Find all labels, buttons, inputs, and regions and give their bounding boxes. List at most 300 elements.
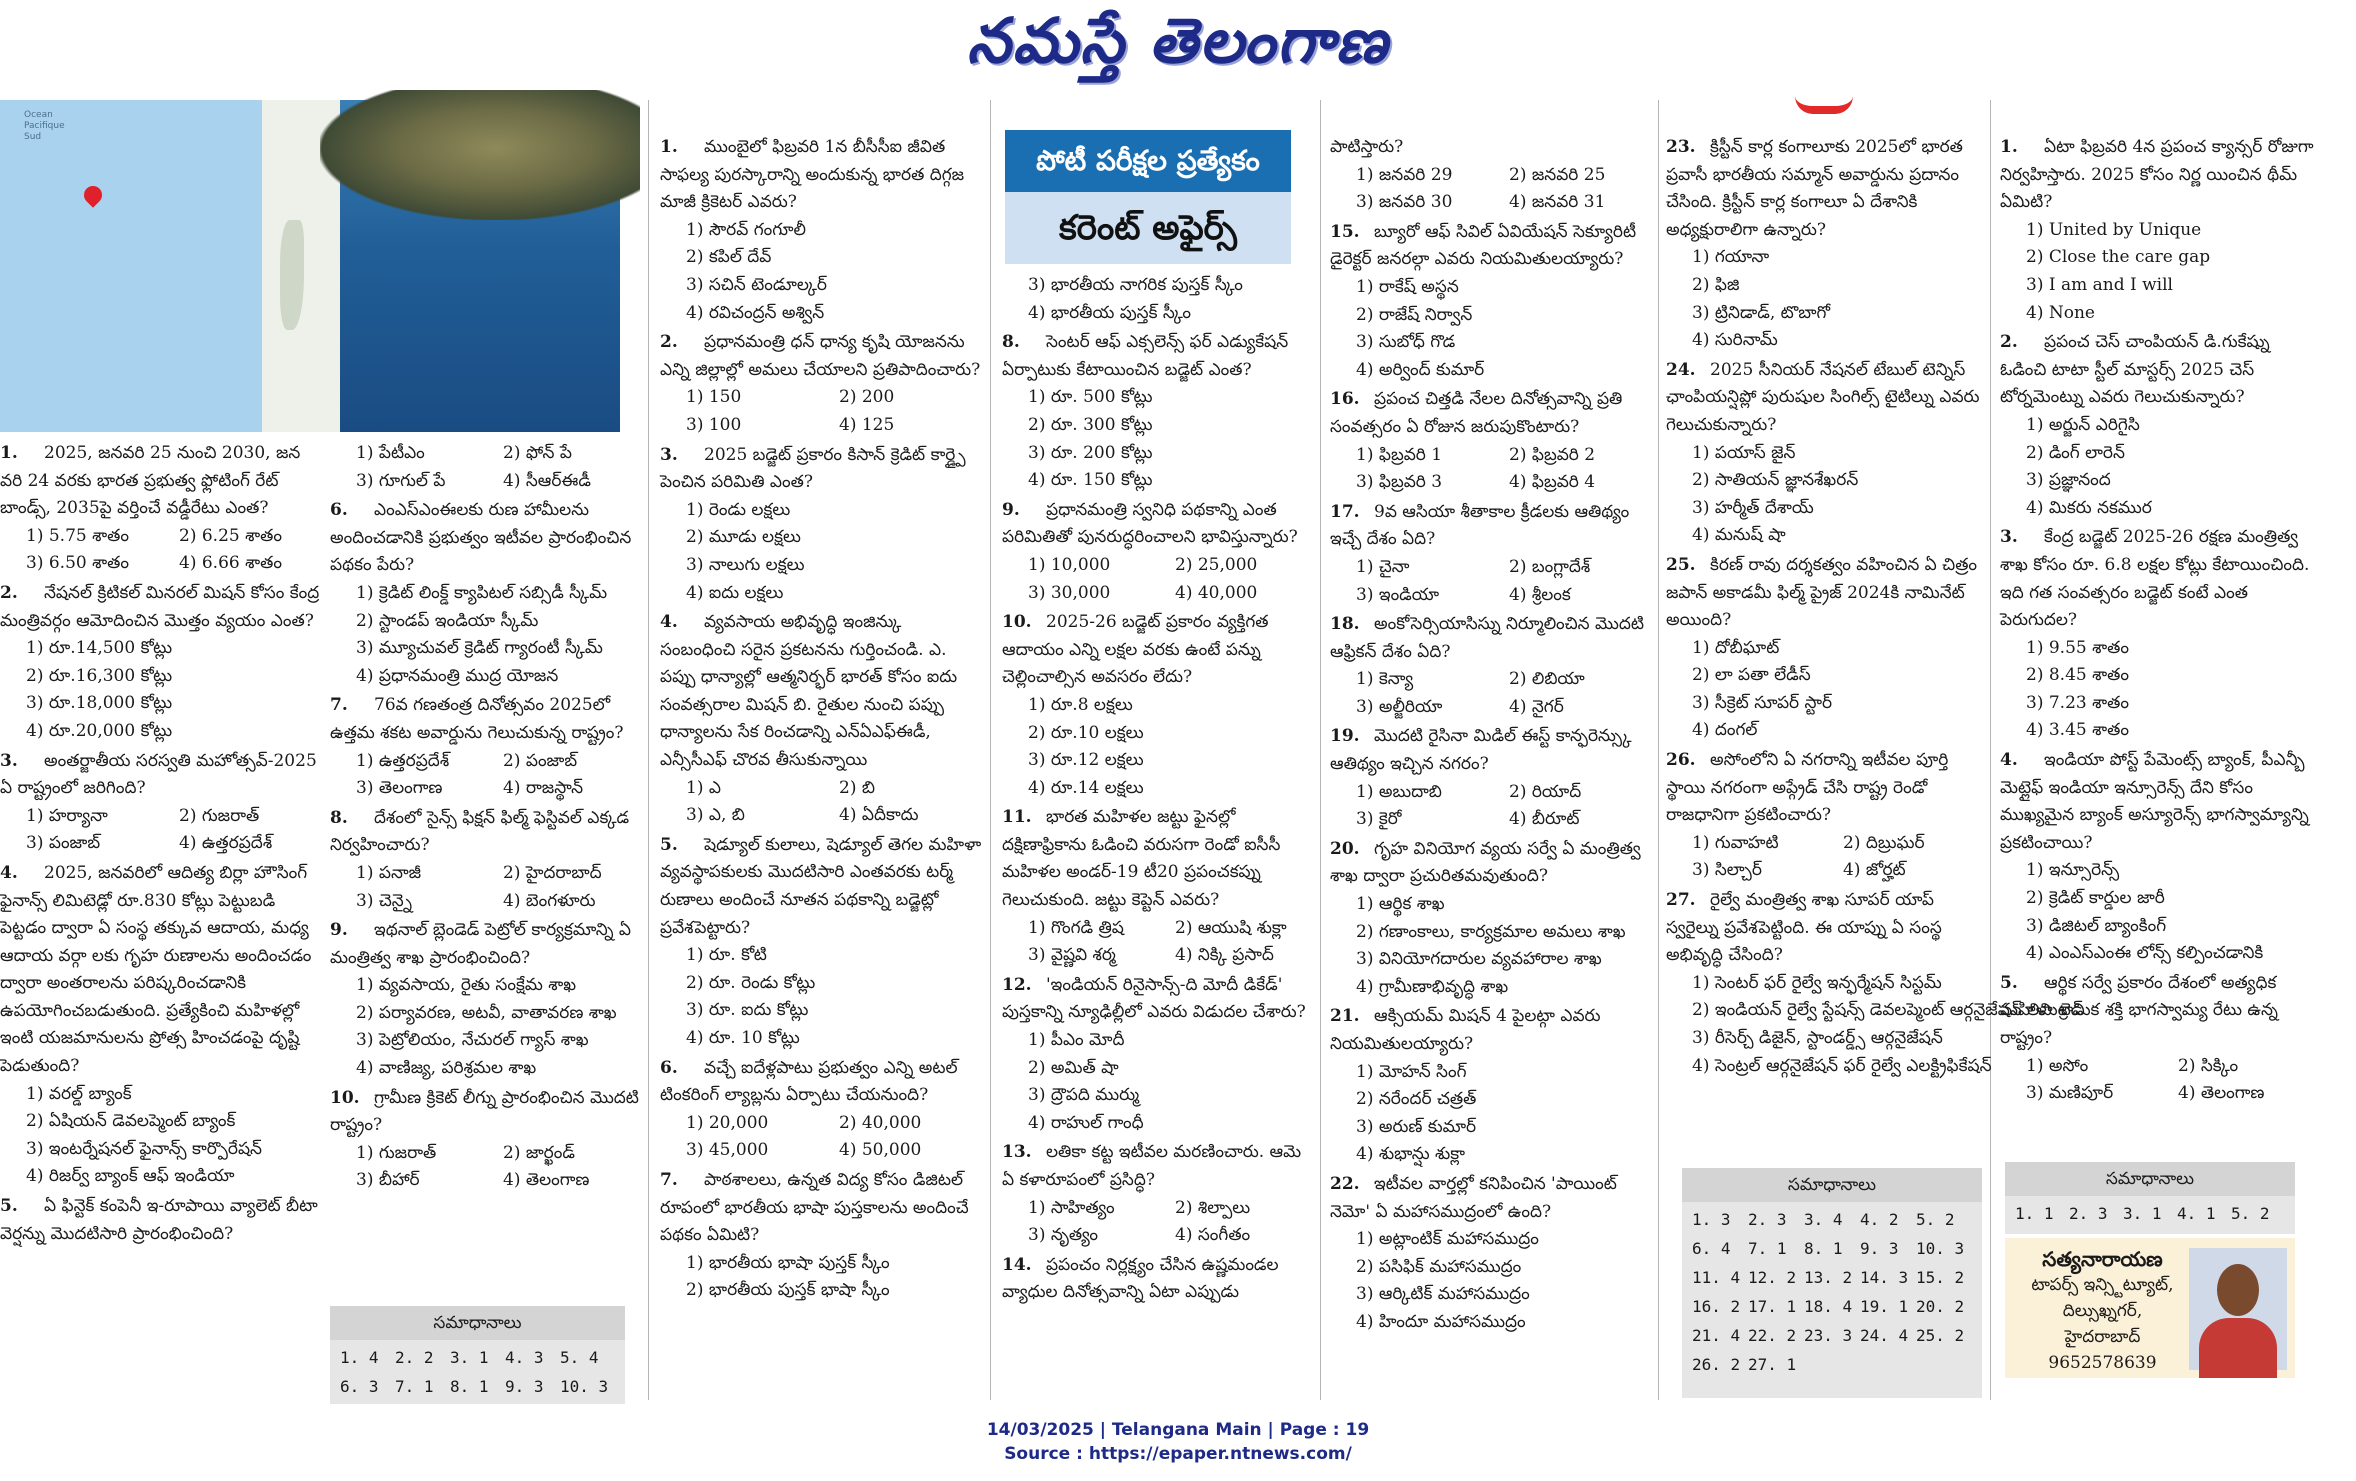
question-text [660, 1167, 982, 1250]
option-list [1002, 692, 1312, 802]
option-item: 2) శిల్పాలు [1175, 1197, 1251, 1218]
question-text [1666, 134, 1984, 244]
author-box [2005, 1238, 2295, 1378]
question-body: నేషనల్ క్రిటికల్ మినరల్ మిషన్ కోసం కేంద్ర మంత్రివర్గం ఆమోదించిన మొత్తం వ్యయం ఎంత? [0, 582, 320, 631]
question-item [2000, 524, 2320, 745]
answer-item: 4. 3 [505, 1348, 544, 1367]
question-text [1002, 972, 1312, 1027]
option-item: 4) 125 [839, 414, 895, 435]
question-text [0, 860, 322, 1081]
option-item: 1) రూ. కోటి [686, 945, 767, 966]
option-item: 1) ఇన్సూరెన్స్ [2026, 860, 2120, 881]
option-item: 2) రూ.16,300 కోట్లు [26, 665, 173, 686]
option-item: 1) పనాజీ [356, 862, 422, 883]
question-number: 1. [660, 137, 678, 157]
question-text [0, 1193, 322, 1248]
question-number: 6. [660, 1057, 678, 1078]
answer-item: 1. 1 [2015, 1204, 2054, 1223]
option-item: 4) సీఆర్ఈడీ [503, 470, 591, 491]
option-item: 4) రవిచంద్రన్ అశ్విన్ [686, 302, 825, 323]
option-item: 4) జనవరి 31 [1509, 192, 1606, 213]
answer-item: 12. 2 [1748, 1268, 1797, 1287]
option-item: 2) బి [839, 777, 875, 798]
option-item: 1) 20,000 [686, 1112, 769, 1133]
answers-box-2 [1682, 1168, 1982, 1398]
question-text [2000, 134, 2320, 217]
answers-box-1 [330, 1306, 625, 1404]
question-text [660, 609, 982, 775]
question-number: 7. [330, 695, 348, 716]
question-number: 22. [1330, 1173, 1360, 1194]
option-item: 1) మోహన్ సింగ్ [1356, 1061, 1467, 1082]
option-list [1002, 272, 1312, 327]
question-text [1002, 497, 1312, 552]
option-item: 4) రూ. 150 కోట్లు [1028, 470, 1153, 491]
option-list [1002, 552, 1312, 607]
answer-item: 4. 2 [1860, 1210, 1899, 1229]
option-item: 4) 50,000 [839, 1140, 922, 1161]
option-item: 3) పంజాబ్ [26, 833, 101, 854]
answer-item: 19. 1 [1860, 1297, 1909, 1316]
question-item [1666, 134, 1984, 355]
option-item: 3) రూ.18,000 కోట్లు [26, 693, 173, 714]
question-text [1002, 329, 1312, 384]
answer-item: 27. 1 [1748, 1355, 1797, 1374]
question-item [330, 440, 640, 495]
question-number: 27. [1666, 890, 1696, 911]
question-body: ప్రపంచ చెస్ చాంపియన్ డి.గుకేష్ను ఓడించి టాటా స్టీల్ మాస్టర్స్ 2025 చెస్ టోర్నమెంట్ను ఎవరు గెలుచుకున్నారు? [2000, 332, 2270, 408]
option-item: 3) రూ. 200 కోట్లు [1028, 442, 1153, 463]
option-item: 2) కపిల్ దేవ్ [686, 247, 772, 268]
question-body: 2025-26 బడ్జెట్ ప్రకారం వ్యక్తిగత ఆదాయం ఎన్ని లక్షల వరకు ఉంటే పన్ను చెల్లించాల్సిన అవసరం లేదు? [1002, 612, 1269, 688]
question-text [1666, 747, 1984, 830]
question-body: ఏటా ఫిబ్రవరి 4న ప్రపంచ క్యాన్సర్ రోజుగా నిర్వహిస్తారు. 2025 కోసం నిర్ణ యించిన థీమ్ ఏమిటి? [2000, 137, 2314, 213]
column-divider [648, 100, 649, 1400]
author-photo-body [2199, 1318, 2277, 1378]
question-number: 15. [1330, 221, 1360, 242]
option-item: 1) రూ.8 లక్షలు [1028, 694, 1133, 715]
option-list [1330, 779, 1652, 834]
question-text [1330, 134, 1652, 162]
answer-item: 4. 1 [2177, 1204, 2216, 1223]
question-number: 18. [1330, 614, 1360, 635]
column-divider [990, 100, 991, 1400]
option-item: 1) రాకేష్ అస్థన [1356, 276, 1459, 297]
option-list [2000, 217, 2320, 327]
column-5 [1330, 134, 1652, 1404]
option-item: 3) వైష్ణవి శర్మ [1028, 945, 1116, 966]
author-photo-head [2217, 1264, 2259, 1316]
question-number: 1. [2000, 137, 2018, 157]
masthead [0, 0, 2356, 90]
question-text [660, 442, 982, 497]
question-item [660, 329, 982, 439]
question-item [1666, 552, 1984, 745]
question-body: ఎంఎస్ఎంఈలకు రుణ హామీలను అందించడానికి ప్రభుత్వం ఇటీవల ప్రారంభించిన పథకం పేరు? [330, 500, 632, 576]
question-number: 9. [1002, 499, 1020, 520]
question-body: ఇండియా పోస్ట్ పేమెంట్స్ బ్యాంక్, పీఎన్బీ మెట్లైఫ్ ఇండియా ఇన్సూరెన్స్ దేని కోసం ముఖ్యమైన బ్యాంక్ అస్యూరెన్స్ భాగస్వామ్యాన్ని ప్రకటించాయి? [2000, 750, 2309, 853]
option-list [1330, 1226, 1652, 1336]
column-3 [660, 134, 982, 1404]
question-body: పాటిస్తారు? [1330, 137, 1404, 157]
option-item: 2) పసిఫిక్ మహాసముద్రం [1356, 1256, 1522, 1277]
question-text [1330, 836, 1652, 891]
question-body: 'ఇండియన్ రినైసాన్స్-ది మోదీ డికేడ్' పుస్తకాన్ని న్యూఢిల్లీలో ఎవరు విడుదల చేశారు? [1002, 974, 1306, 1023]
question-number: 17. [1330, 501, 1360, 522]
option-list [330, 1140, 640, 1195]
question-item [1330, 611, 1652, 721]
option-item: 1) 9.55 శాతం [2026, 637, 2129, 658]
question-number: 21. [1330, 1006, 1360, 1027]
option-item: 3) సిల్చార్ [1692, 860, 1762, 881]
option-item: 2) ఆయుషి శుక్లా [1175, 917, 1287, 938]
option-list [660, 775, 982, 830]
answer-item: 3. 1 [2123, 1204, 2162, 1223]
option-item: 1) గువాహటి [1692, 832, 1779, 853]
option-item: 2) పంజాబ్ [503, 750, 578, 771]
option-item: 4) బీరూట్ [1509, 809, 1580, 830]
answer-item: 5. 2 [1916, 1210, 1955, 1229]
option-item: 3) ఫిబ్రవరి 3 [1356, 472, 1443, 493]
question-body: 2025, జనవరిలో ఆదిత్య బిర్లా హౌసింగ్ ఫైనాన్స్ లిమిటెడ్లో రూ.830 కోట్లు పెట్టుబడి పెట్టడం ద్వారా ఏ సంస్థ తక్కువ ఆదాయ, మధ్య ఆదాయ వర్గా లకు గృహ రుణాలను అందించడం ద్వారా అంతరాలను పరిష్కరించడానికి ఉపయోగించబడుతుంది. ప్రత్యేకించి మహిళల్లో ఇంటి యజమానులను ప్రోత్స హించడంపై దృష్టి పెడుతుంది? [0, 862, 312, 1077]
option-item: 4) రాహుల్ గాంధీ [1028, 1112, 1144, 1133]
question-text [1330, 219, 1652, 274]
option-item: 3) నృత్యం [1028, 1225, 1098, 1246]
option-item: 2) 40,000 [839, 1112, 922, 1133]
answer-item: 26. 2 [1692, 1355, 1741, 1374]
question-item [2000, 970, 2320, 1108]
option-list [1002, 1195, 1312, 1250]
question-body: బ్యూరో ఆఫ్ సివిల్ ఏవియేషన్ సెక్యూరిటీ డైరెక్టర్ జనరల్గా ఎవరు నియమితులయ్యారు? [1330, 221, 1637, 270]
option-list [0, 803, 322, 858]
option-item: 2) రూ. రెండు కోట్లు [686, 972, 816, 993]
option-item: 1) పీఎం మోదీ [1028, 1030, 1125, 1051]
answers-title: సమాధానాలు [1682, 1168, 1982, 1202]
question-number: 6. [330, 500, 348, 521]
option-list [1002, 915, 1312, 970]
option-list [1666, 830, 1984, 885]
option-item: 1) గొంగడి త్రిష [1028, 917, 1124, 938]
question-text [1666, 552, 1984, 635]
question-text [330, 805, 640, 860]
answers-box-3 [2005, 1162, 2295, 1234]
question-number: 4. [0, 862, 18, 883]
map-label: Ocean Pacifique Sud [24, 110, 65, 142]
option-item: 4) జోర్హట్ [1843, 860, 1906, 881]
option-list [330, 748, 640, 803]
option-item: 2) ఏషియన్ డెవలప్మెంట్ బ్యాంక్ [26, 1111, 236, 1132]
option-item: 4) 3.45 శాతం [2026, 720, 2129, 741]
question-item [330, 497, 640, 690]
answers-grid [330, 1340, 625, 1404]
option-item: 4) సెంట్రల్ ఆర్గనైజేషన్ ఫర్ రైల్వే ఎలక్ట్రిఫికేషన్ [1692, 1055, 1992, 1076]
answer-item: 24. 4 [1860, 1326, 1909, 1345]
option-item: 1) రూ. 500 కోట్లు [1028, 387, 1153, 408]
option-item: 2) రియాద్ [1509, 781, 1582, 802]
question-item [1330, 499, 1652, 609]
question-body: వచ్చే ఐదేళ్లపాటు ప్రభుత్వం ఎన్ని అటల్ టింకరింగ్ ల్యాబ్లను ఏర్పాటు చేయనుంది? [660, 1057, 958, 1106]
option-item: 2) సిక్కిం [2178, 1055, 2239, 1076]
answer-item: 7. 1 [1748, 1239, 1787, 1258]
option-list [2000, 857, 2320, 967]
option-item: 2) స్టాండప్ ఇండియా స్కీమ్ [356, 610, 539, 631]
option-item: 1) అర్జున్ ఎరిగైసి [2026, 414, 2140, 435]
question-number: 14. [1002, 1254, 1032, 1275]
question-number: 9. [330, 920, 348, 941]
question-body: భారత మహిళల జట్టు ఫైనల్లో దక్షిణాఫ్రికాను ఓడించి వరుసగా రెండో ఐసీసీ మహిళల అండర్-19 టీ20 ప్రపంచకప్ను గెలుచుకుంది. జట్టు కెప్టెన్ ఎవరు? [1002, 807, 1281, 911]
question-body: ప్రధానమంత్రి ధన్ ధాన్య కృషి యోజనను ఎన్ని జిల్లాల్లో అమలు చేయాలని ప్రతిపాదించారు? [660, 332, 981, 380]
question-text [1002, 804, 1312, 914]
option-item: 3) హర్మీత్ దేశాయ్ [1692, 497, 1814, 518]
option-item: 1) కెన్యా [1356, 669, 1414, 690]
option-item: 3) ఇండియా [1356, 584, 1440, 605]
answer-item: 11. 4 [1692, 1268, 1741, 1287]
option-item: 1) 5.75 శాతం [26, 525, 129, 546]
question-item [1002, 972, 1312, 1138]
option-item: 3) 7.23 శాతం [2026, 692, 2129, 713]
question-item [1330, 723, 1652, 833]
option-list [1330, 274, 1652, 384]
question-number: 4. [660, 612, 678, 633]
option-list [660, 942, 982, 1052]
question-number: 5. [660, 834, 678, 855]
question-body: 2025 సీనియర్ నేషనల్ టేబుల్ టెన్నిస్ ఛాంపియన్షిప్లో పురుషుల సింగిల్స్ టైటిల్ను ఎవరు గెలుచుకున్నారు? [1666, 359, 1980, 435]
question-body: క్రిస్టీన్ కార్ల కంగాలూకు 2025లో భారత ప్రవాసీ భారతీయ సమ్మాన్ అవార్డును ప్రదానం చేసింది. క్రిస్టీన్ కార్ల కంగాలూ ఏ దేశానికి అధ్యక్షురాలిగా ఉన్నారు? [1666, 137, 1963, 240]
question-text [1002, 1252, 1312, 1307]
option-item: 3) సుబోధ్ గొడ [1356, 332, 1456, 353]
option-item: 1) ఉత్తరప్రదేశ్ [356, 750, 450, 771]
question-text [660, 329, 982, 384]
option-item: 3) ద్రౌపది ముర్ము [1028, 1085, 1140, 1106]
option-item: 3) మ్యూచువల్ క్రెడిట్ గ్యారంటీ స్కీమ్ [356, 638, 603, 659]
option-item: 2) 200 [839, 387, 895, 408]
option-item: 2) జార్ఖండ్ [503, 1142, 575, 1163]
question-text [2000, 970, 2320, 1053]
option-list [2000, 412, 2320, 522]
option-item: 3) రీసెర్చ్ డిజైన్, స్టాండర్డ్స్ ఆర్గనైజేషన్ [1692, 1028, 1943, 1048]
option-list [1666, 440, 1984, 550]
option-item: 4) దంగల్ [1692, 720, 1758, 741]
answer-item: 8. 1 [450, 1377, 489, 1396]
option-list [1330, 554, 1652, 609]
column-7 [2000, 134, 2320, 1134]
option-item: 3) 45,000 [686, 1140, 769, 1161]
option-item: 2) అమిత్ షా [1028, 1057, 1119, 1078]
question-number: 19. [1330, 726, 1360, 747]
answer-item: 25. 2 [1916, 1326, 1965, 1345]
question-number: 2. [2000, 332, 2018, 353]
question-number: 16. [1330, 389, 1360, 410]
option-item: 2) జనవరి 25 [1509, 164, 1606, 185]
option-item: 2) Close the care gap [2026, 247, 2211, 268]
option-item: 3) డిజిటల్ బ్యాంకింగ్ [2026, 915, 2167, 936]
option-item: 3) ఎ, బి [686, 805, 745, 826]
question-number: 26. [1666, 750, 1696, 771]
answer-item: 22. 2 [1748, 1326, 1797, 1345]
author-photo [2189, 1248, 2287, 1370]
option-list [660, 217, 982, 327]
question-item [1002, 1252, 1312, 1307]
option-list [660, 1250, 982, 1305]
column-4 [1002, 272, 1312, 1402]
option-item: 2) భారతీయ పుస్తక్ భాషా స్కీం [686, 1280, 890, 1301]
option-item: 2) ఫిబ్రవరి 2 [1509, 444, 1596, 465]
option-item: 2) రూ.10 లక్షలు [1028, 722, 1144, 743]
question-body: 76వ గణతంత్ర దినోత్సవం 2025లో ఉత్తమ శకట అవార్డును గెలుచుకున్న రాష్ట్రం? [330, 695, 624, 743]
question-item [1002, 609, 1312, 802]
author-name: సత్యనారాయణ [2042, 1247, 2163, 1271]
answer-item: 18. 4 [1804, 1297, 1853, 1316]
question-body: 2025, జనవరి 25 నుంచి 2030, జన వరి 24 వరకు భారత ప్రభుత్వ ఫ్లోటింగ్ రేట్ బాండ్స్, 2035పై వర్తించే వడ్డీరేటు ఎంత? [0, 443, 301, 519]
answer-item: 20. 2 [1916, 1297, 1965, 1316]
question-body: ఆర్థిక సర్వే ప్రకారం దేశంలో అత్యధిక మహిళా శ్రామిక శక్తి భాగస్వామ్య రేటు ఉన్న రాష్ట్రం? [2000, 972, 2278, 1048]
question-body: ఇథనాల్ బ్లెండెడ్ పెట్రోల్ కార్యక్రమాన్ని ఏ మంత్రిత్వ శాఖ ప్రారంభించింది? [330, 920, 631, 968]
option-item: 3) బీహార్ [356, 1170, 420, 1191]
option-item: 4) ఐదు లక్షలు [686, 582, 784, 603]
option-item: 4) ఏదీకాదు [839, 805, 919, 826]
question-number: 5. [0, 1196, 18, 1217]
question-item [0, 580, 322, 746]
option-item: 2) గుజరాత్ [179, 805, 260, 826]
option-item: 4) 40,000 [1175, 582, 1258, 603]
question-number: 1. [0, 443, 18, 463]
option-item: 2) డింగ్ లారెన్ [2026, 442, 2125, 463]
author-phone: 9652578639 [2048, 1353, 2157, 1373]
option-item: 4) None [2026, 302, 2095, 323]
question-body: కేంద్ర బడ్జెట్ 2025-26 రక్షణ మంత్రిత్వ శాఖ కోసం రూ. 6.8 లక్షల కోట్లు కేటాయించింది. ఇది గత సంవత్సరం బడ్జెట్ కంటే ఎంత పెరుగుదల? [2000, 527, 2310, 631]
option-item: 1) గుజరాత్ [356, 1142, 437, 1163]
option-item: 1) వ్యవసాయ, రైతు సంక్షేమ శాఖ [356, 975, 577, 996]
option-item: 1) హర్యానా [26, 805, 108, 826]
question-body: ఇటీవల వార్తల్లో కనిపించిన 'పాయింట్ నెమో' ఏ మహాసముద్రంలో ఉంది? [1330, 1173, 1617, 1222]
option-item: 3) సచిన్ టెండూల్కర్ [686, 274, 827, 295]
option-item: 1) ఆర్థిక శాఖ [1356, 894, 1445, 915]
option-item: 1) క్రెడిట్ లింక్డ్ క్యాపిటల్ సబ్సిడీ స్కీమ్ [356, 582, 608, 603]
question-item [660, 832, 982, 1053]
option-item: 2) నరేందర్ చత్రత్ [1356, 1089, 1477, 1110]
option-item: 4) తెలంగాణ [2178, 1083, 2265, 1104]
question-text [1330, 1171, 1652, 1226]
answers-title: సమాధానాలు [330, 1306, 625, 1340]
author-city: హైదరాబాద్ [2064, 1327, 2141, 1347]
question-text [660, 832, 982, 942]
question-text [1002, 609, 1312, 692]
question-body: వ్యవసాయ అభివృద్ధి ఇంజిన్కు సంబంధించి సరైన ప్రకటనను గుర్తించండి. ఎ. పప్పు ధాన్యాల్లో ఆత్మనిర్భర్ భారత్ కోసం ఐదు సంవత్సరాల మిషన్ బి. రైతుల నుంచి పప్పు ధాన్యాలను సేక రించడాన్ని ఎన్ఏఎఫ్ఈడీ, ఎన్సీసీఎఫ్ చొరవ తీసుకున్నాయి [660, 612, 958, 771]
option-item: 2) ఇండియన్ రైల్వే స్టేషన్స్ డెవలప్మెంట్ ఆర్గనైజేషన్ లిమిటెడ్ [1692, 1000, 2084, 1021]
question-body: 2025 బడ్జెట్ ప్రకారం కిసాన్ క్రెడిట్ కార్డ్పై పెంచిన పరిమితి ఎంత? [660, 444, 966, 493]
option-item: 3) 30,000 [1028, 582, 1111, 603]
option-item: 4) సంగీతం [1175, 1225, 1251, 1246]
question-number: 3. [0, 750, 18, 771]
question-number: 25. [1666, 554, 1696, 575]
option-item: 4) మనుష్ షా [1692, 525, 1786, 546]
question-number: 7. [660, 1169, 678, 1190]
answer-item: 10. 3 [560, 1377, 609, 1396]
answer-item: 8. 1 [1804, 1239, 1843, 1258]
question-number: 10. [330, 1087, 360, 1108]
question-body: అసోంలోని ఏ నగరాన్ని ఇటీవల పూర్తి స్థాయి నగరంగా అప్గ్రేడ్ చేసి రాష్ట్ర రెండో రాజధానిగా ప్రకటించారు? [1666, 750, 1949, 826]
option-item: 2) లా పతా లేడీస్ [1692, 665, 1811, 686]
question-item [330, 1085, 640, 1195]
option-item: 2) పర్యావరణ, అటవీ, వాతావరణ శాఖ [356, 1002, 617, 1023]
question-item [660, 609, 982, 830]
decorative-red-arc [1795, 96, 1853, 114]
question-body: గ్రామీణ క్రికెట్ లీగ్ను ప్రారంభించిన మొదటి రాష్ట్రం? [330, 1087, 639, 1136]
newspaper-logo: నమస్తే తెలంగాణ [966, 4, 1390, 77]
answer-item: 3. 1 [450, 1348, 489, 1367]
question-text [0, 580, 322, 635]
question-item [0, 748, 322, 858]
answers-grid [2005, 1196, 2295, 1231]
question-body: మొదటి రైసినా మిడిల్ ఈస్ట్ కాన్ఫరెన్స్కు ఆతిథ్యం ఇచ్చిన నగరం? [1330, 726, 1632, 775]
option-item: 2) రూ. 300 కోట్లు [1028, 414, 1153, 435]
question-item [2000, 329, 2320, 522]
option-item: 2) 8.45 శాతం [2026, 665, 2129, 686]
option-item: 1) అబుదాబి [1356, 781, 1442, 802]
question-text [1666, 887, 1984, 970]
question-text [1330, 723, 1652, 778]
question-item [1666, 357, 1984, 550]
option-item: 4) నిక్కి ప్రసాద్ [1175, 945, 1274, 966]
answer-item: 13. 2 [1804, 1268, 1853, 1287]
question-body: ఏ ఫిన్టెక్ కంపెనీ ఇ-రూపాయి వ్యాలెట్ బీటా వెర్షన్ను మొదటిసారి ప్రారంభించింది? [0, 1196, 318, 1244]
question-body: అంతర్జాతీయ సరస్వతి మహోత్సవ్-2025 ఏ రాష్ట్రంలో జరిగింది? [0, 750, 317, 799]
option-item: 2) 6.25 శాతం [179, 525, 282, 546]
question-body: పాఠశాలలు, ఉన్నత విద్య కోసం డిజిటల్ రూపంలో భారతీయ భాషా పుస్తకాలను అందించే పథకం ఏమిటి? [660, 1169, 969, 1246]
answer-item: 15. 2 [1916, 1268, 1965, 1287]
answer-item: 1. 4 [340, 1348, 379, 1367]
question-text [1002, 1139, 1312, 1194]
option-list [2000, 1053, 2320, 1108]
question-text [1330, 386, 1652, 441]
question-item [1330, 219, 1652, 385]
option-item: 2) బంగ్లాదేశ్ [1509, 556, 1591, 577]
option-list [1330, 666, 1652, 721]
question-body: షెడ్యూల్ కులాలు, షెడ్యూల్ తెగల మహిళా వ్యవస్థాపకులకు మొదటిసారి ఎంతవరకు టర్మ్ రుణాలు అందించే నూతన పథకాన్ని బడ్జెట్లో ప్రవేశపెట్టారు? [660, 834, 982, 938]
option-item: 4) ఎంఎస్ఎంఈ లోన్స్ కల్పించడానికి [2026, 943, 2264, 964]
option-item: 2) రాజేష్ నిర్వాన్ [1356, 304, 1473, 325]
question-item [1330, 134, 1652, 217]
section-tag: పోటీ పరీక్షల ప్రత్యేకం [1005, 130, 1291, 192]
question-body: లతికా కట్ట ఇటీవల మరణించారు. ఆమె ఏ కళారూపంలో ప్రసిద్ధి? [1002, 1142, 1302, 1190]
option-item: 1) United by Unique [2026, 219, 2202, 240]
author-details [2015, 1246, 2190, 1376]
option-item: 3) ప్రజ్ఞానంద [2026, 470, 2111, 491]
question-item [1330, 386, 1652, 496]
question-number: 3. [660, 444, 678, 465]
answer-item: 5. 4 [560, 1348, 599, 1367]
option-item: 4) సురినామ్ [1692, 330, 1778, 351]
option-item: 2) హైదరాబాద్ [503, 862, 602, 883]
answer-item: 6. 3 [340, 1377, 379, 1396]
option-item: 4) శ్రీలంక [1509, 584, 1571, 605]
option-item: 1) భారతీయ భాషా పుస్తక్ స్కీం [686, 1252, 890, 1273]
question-number: 8. [330, 807, 348, 828]
option-item: 1) అసోం [2026, 1055, 2089, 1076]
option-item: 4) రూ.20,000 కోట్లు [26, 720, 173, 741]
option-item: 2) సాతియన్ జ్ఞానశేఖరన్ [1692, 470, 1859, 491]
question-number: 13. [1002, 1142, 1032, 1163]
option-item: 2) మూడు లక్షలు [686, 527, 801, 548]
column-divider [1658, 100, 1659, 1400]
option-item: 3) అల్జీరియా [1356, 696, 1443, 717]
map-landmass-detail [280, 220, 304, 330]
option-item: 1) ఫిబ్రవరి 1 [1356, 444, 1443, 465]
question-number: 20. [1330, 838, 1360, 859]
option-item: 1) చైనా [1356, 556, 1410, 577]
option-item: 3) సీక్రెట్ సూపర్ స్టార్ [1692, 692, 1833, 713]
answer-item: 21. 4 [1692, 1326, 1741, 1345]
